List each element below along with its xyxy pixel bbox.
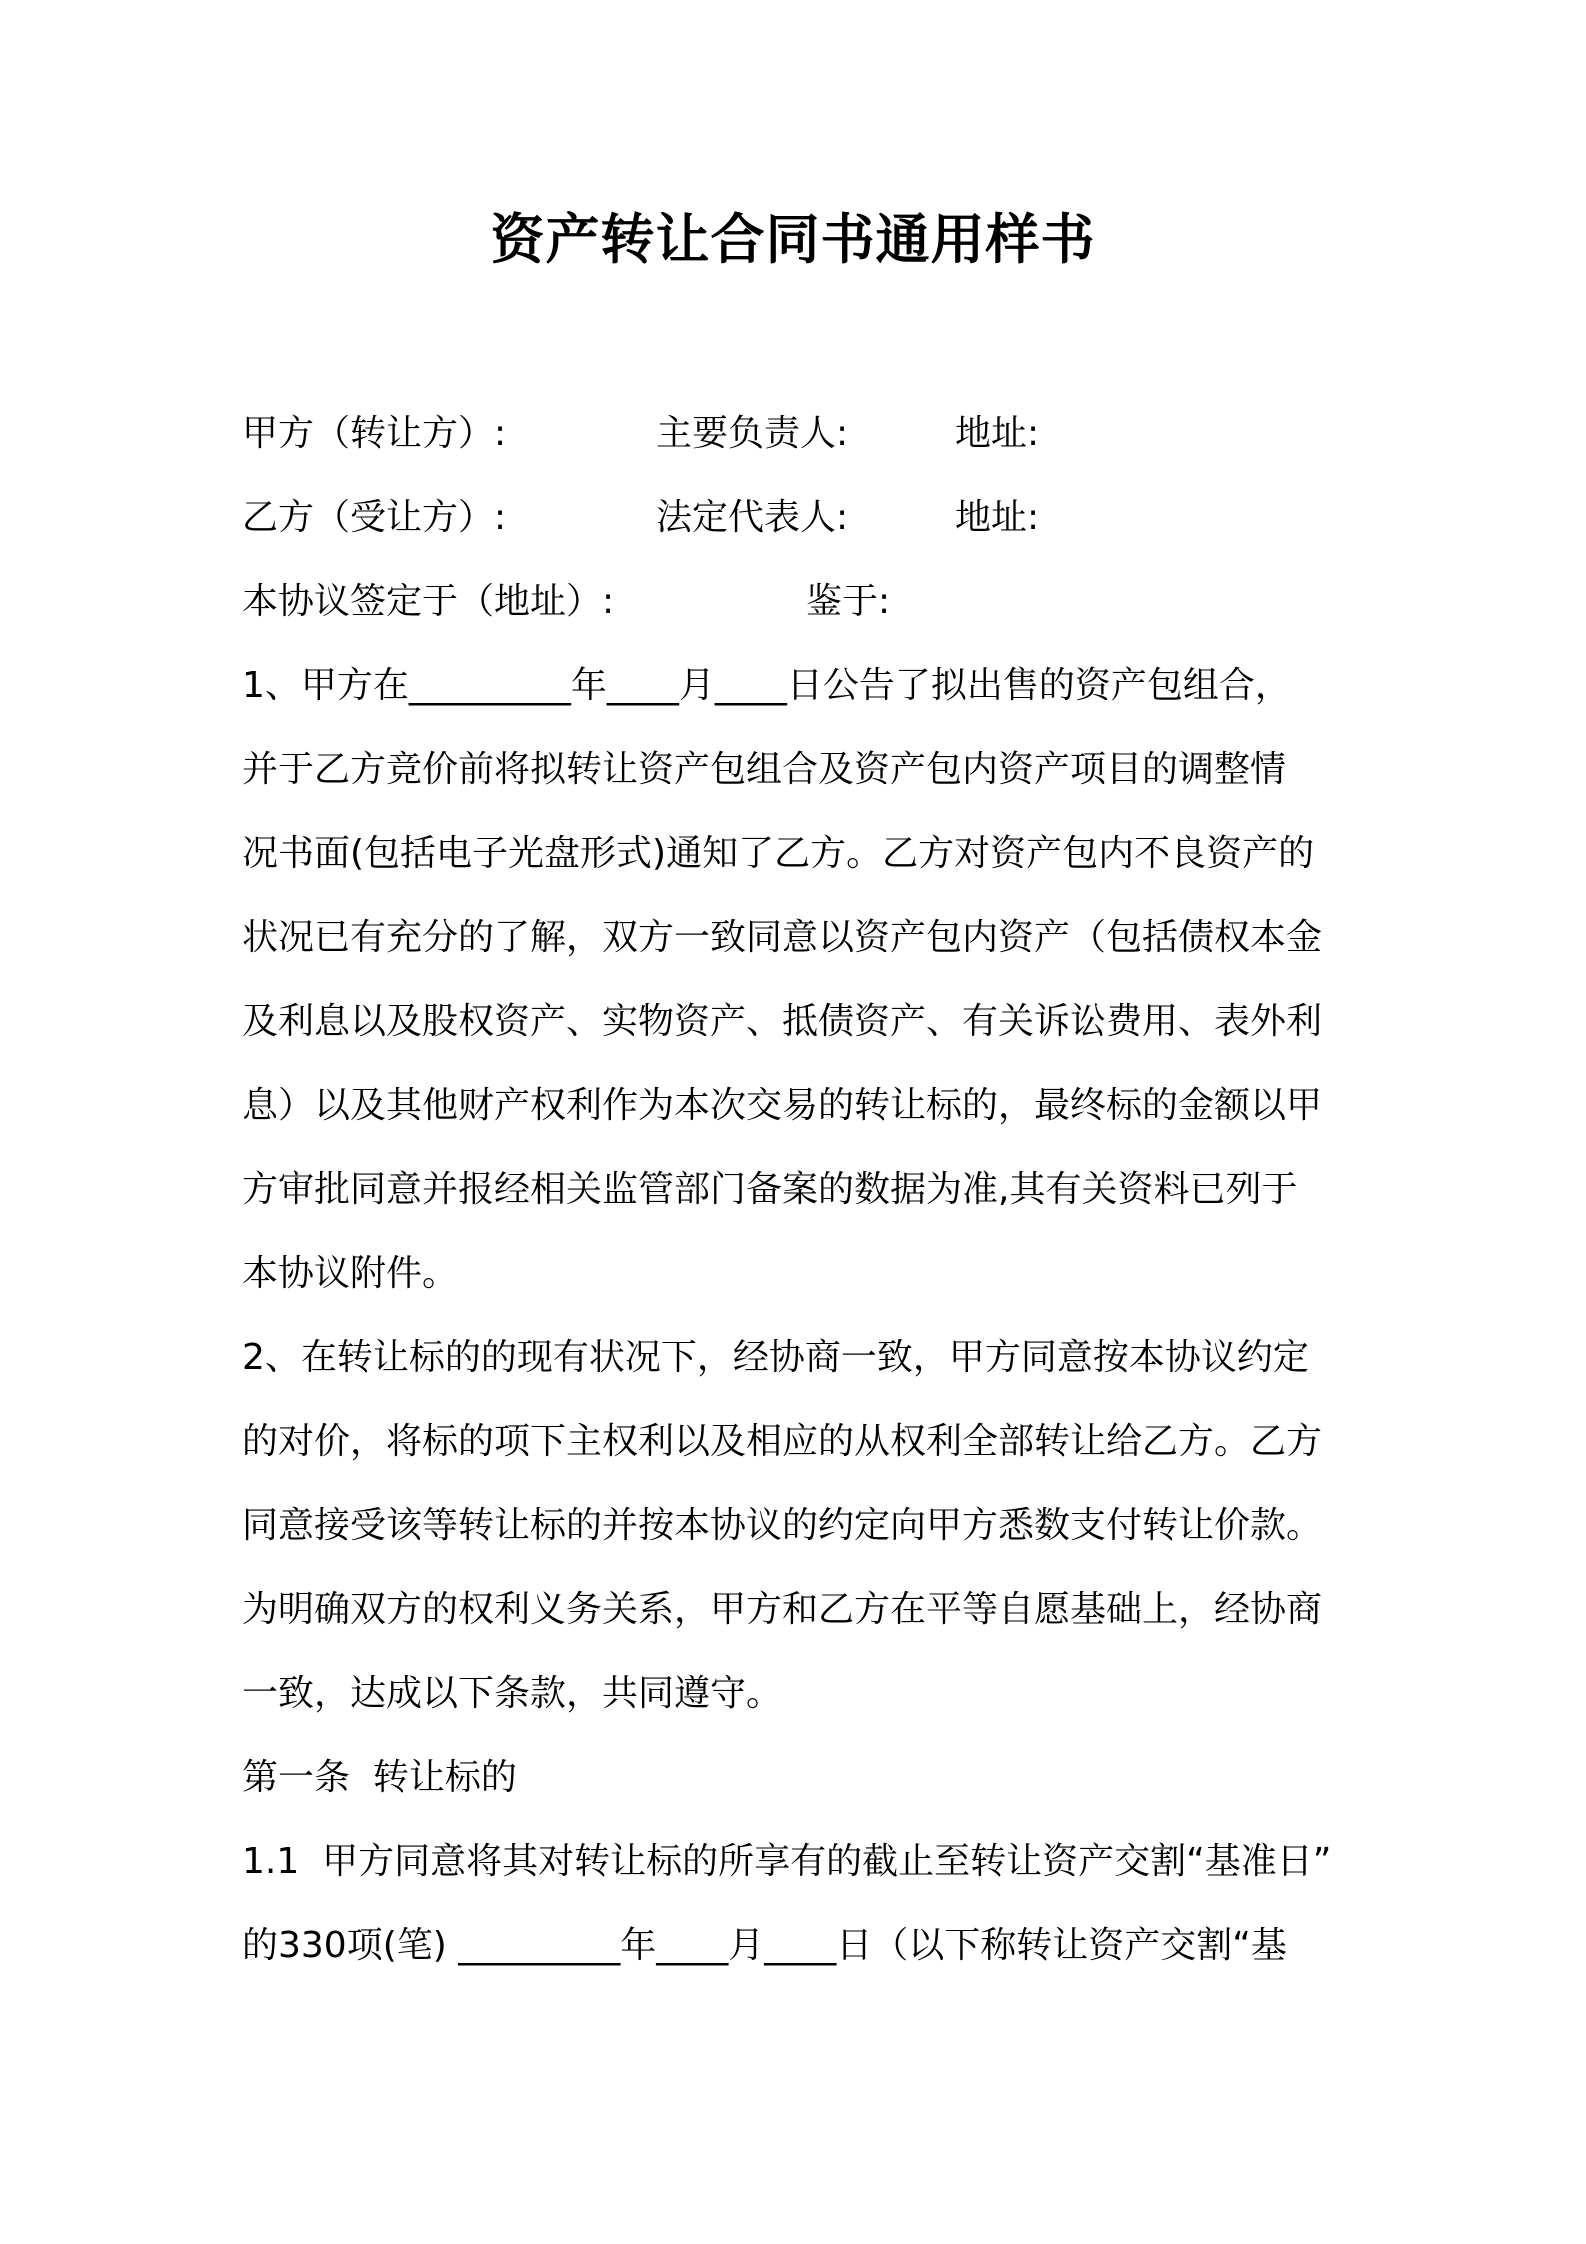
party-a-head-label: 主要负责人: xyxy=(656,413,849,454)
party-a-address-label: 地址: xyxy=(955,413,1040,454)
body-line: 同意接受该等转让标的并按本协议的约定向甲方悉数支付转让价款。 xyxy=(242,1505,1323,1546)
body-line: 2、在转让标的的现有状况下，经协商一致，甲方同意按本协议约定 xyxy=(242,1337,1309,1378)
party-a-label: 甲方（转让方）: xyxy=(242,413,507,454)
body-line: 为明确双方的权利义务关系，甲方和乙方在平等自愿基础上，经协商 xyxy=(242,1589,1323,1630)
section-heading: 第一条 转让标的 xyxy=(242,1757,517,1798)
body-line: 及利息以及股权资产、实物资产、抵债资产、有关诉讼费用、表外利 xyxy=(242,1001,1323,1042)
body-line: 1.1 甲方同意将其对转让标的所享有的截止至转让资产交割“基准日” xyxy=(242,1841,1332,1882)
body-line: 1、甲方在_________年____月____日公告了拟出售的资产包组合， xyxy=(242,665,1291,706)
body-line: 的330项(笔) _________年____月____日（以下称转让资产交割“基 xyxy=(242,1925,1287,1966)
signed-at-label: 本协议签定于（地址）: xyxy=(242,581,615,622)
party-b-label: 乙方（受让方）: xyxy=(242,497,507,538)
body-line: 状况已有充分的了解，双方一致同意以资产包内资产（包括债权本金 xyxy=(242,917,1323,958)
body-line: 本协议附件。 xyxy=(242,1253,459,1294)
party-b-address-label: 地址: xyxy=(955,497,1040,538)
body-line: 息）以及其他财产权利作为本次交易的转让标的，最终标的金额以甲 xyxy=(242,1085,1323,1126)
body-line: 况书面(包括电子光盘形式)通知了乙方。乙方对资产包内不良资产的 xyxy=(242,833,1315,874)
party-b-rep-label: 法定代表人: xyxy=(656,497,849,538)
body-line: 方审批同意并报经相关监管部门备案的数据为准,其有关资料已列于 xyxy=(242,1169,1298,1210)
document-title: 资产转让合同书通用样书 xyxy=(490,208,1096,271)
body-line: 并于乙方竞价前将拟转让资产包组合及资产包内资产项目的调整情 xyxy=(242,749,1287,790)
body-line: 的对价，将标的项下主权利以及相应的从权利全部转让给乙方。乙方 xyxy=(242,1421,1323,1462)
whereas-label: 鉴于: xyxy=(806,581,891,622)
body-line: 一致，达成以下条款，共同遵守。 xyxy=(242,1673,783,1714)
